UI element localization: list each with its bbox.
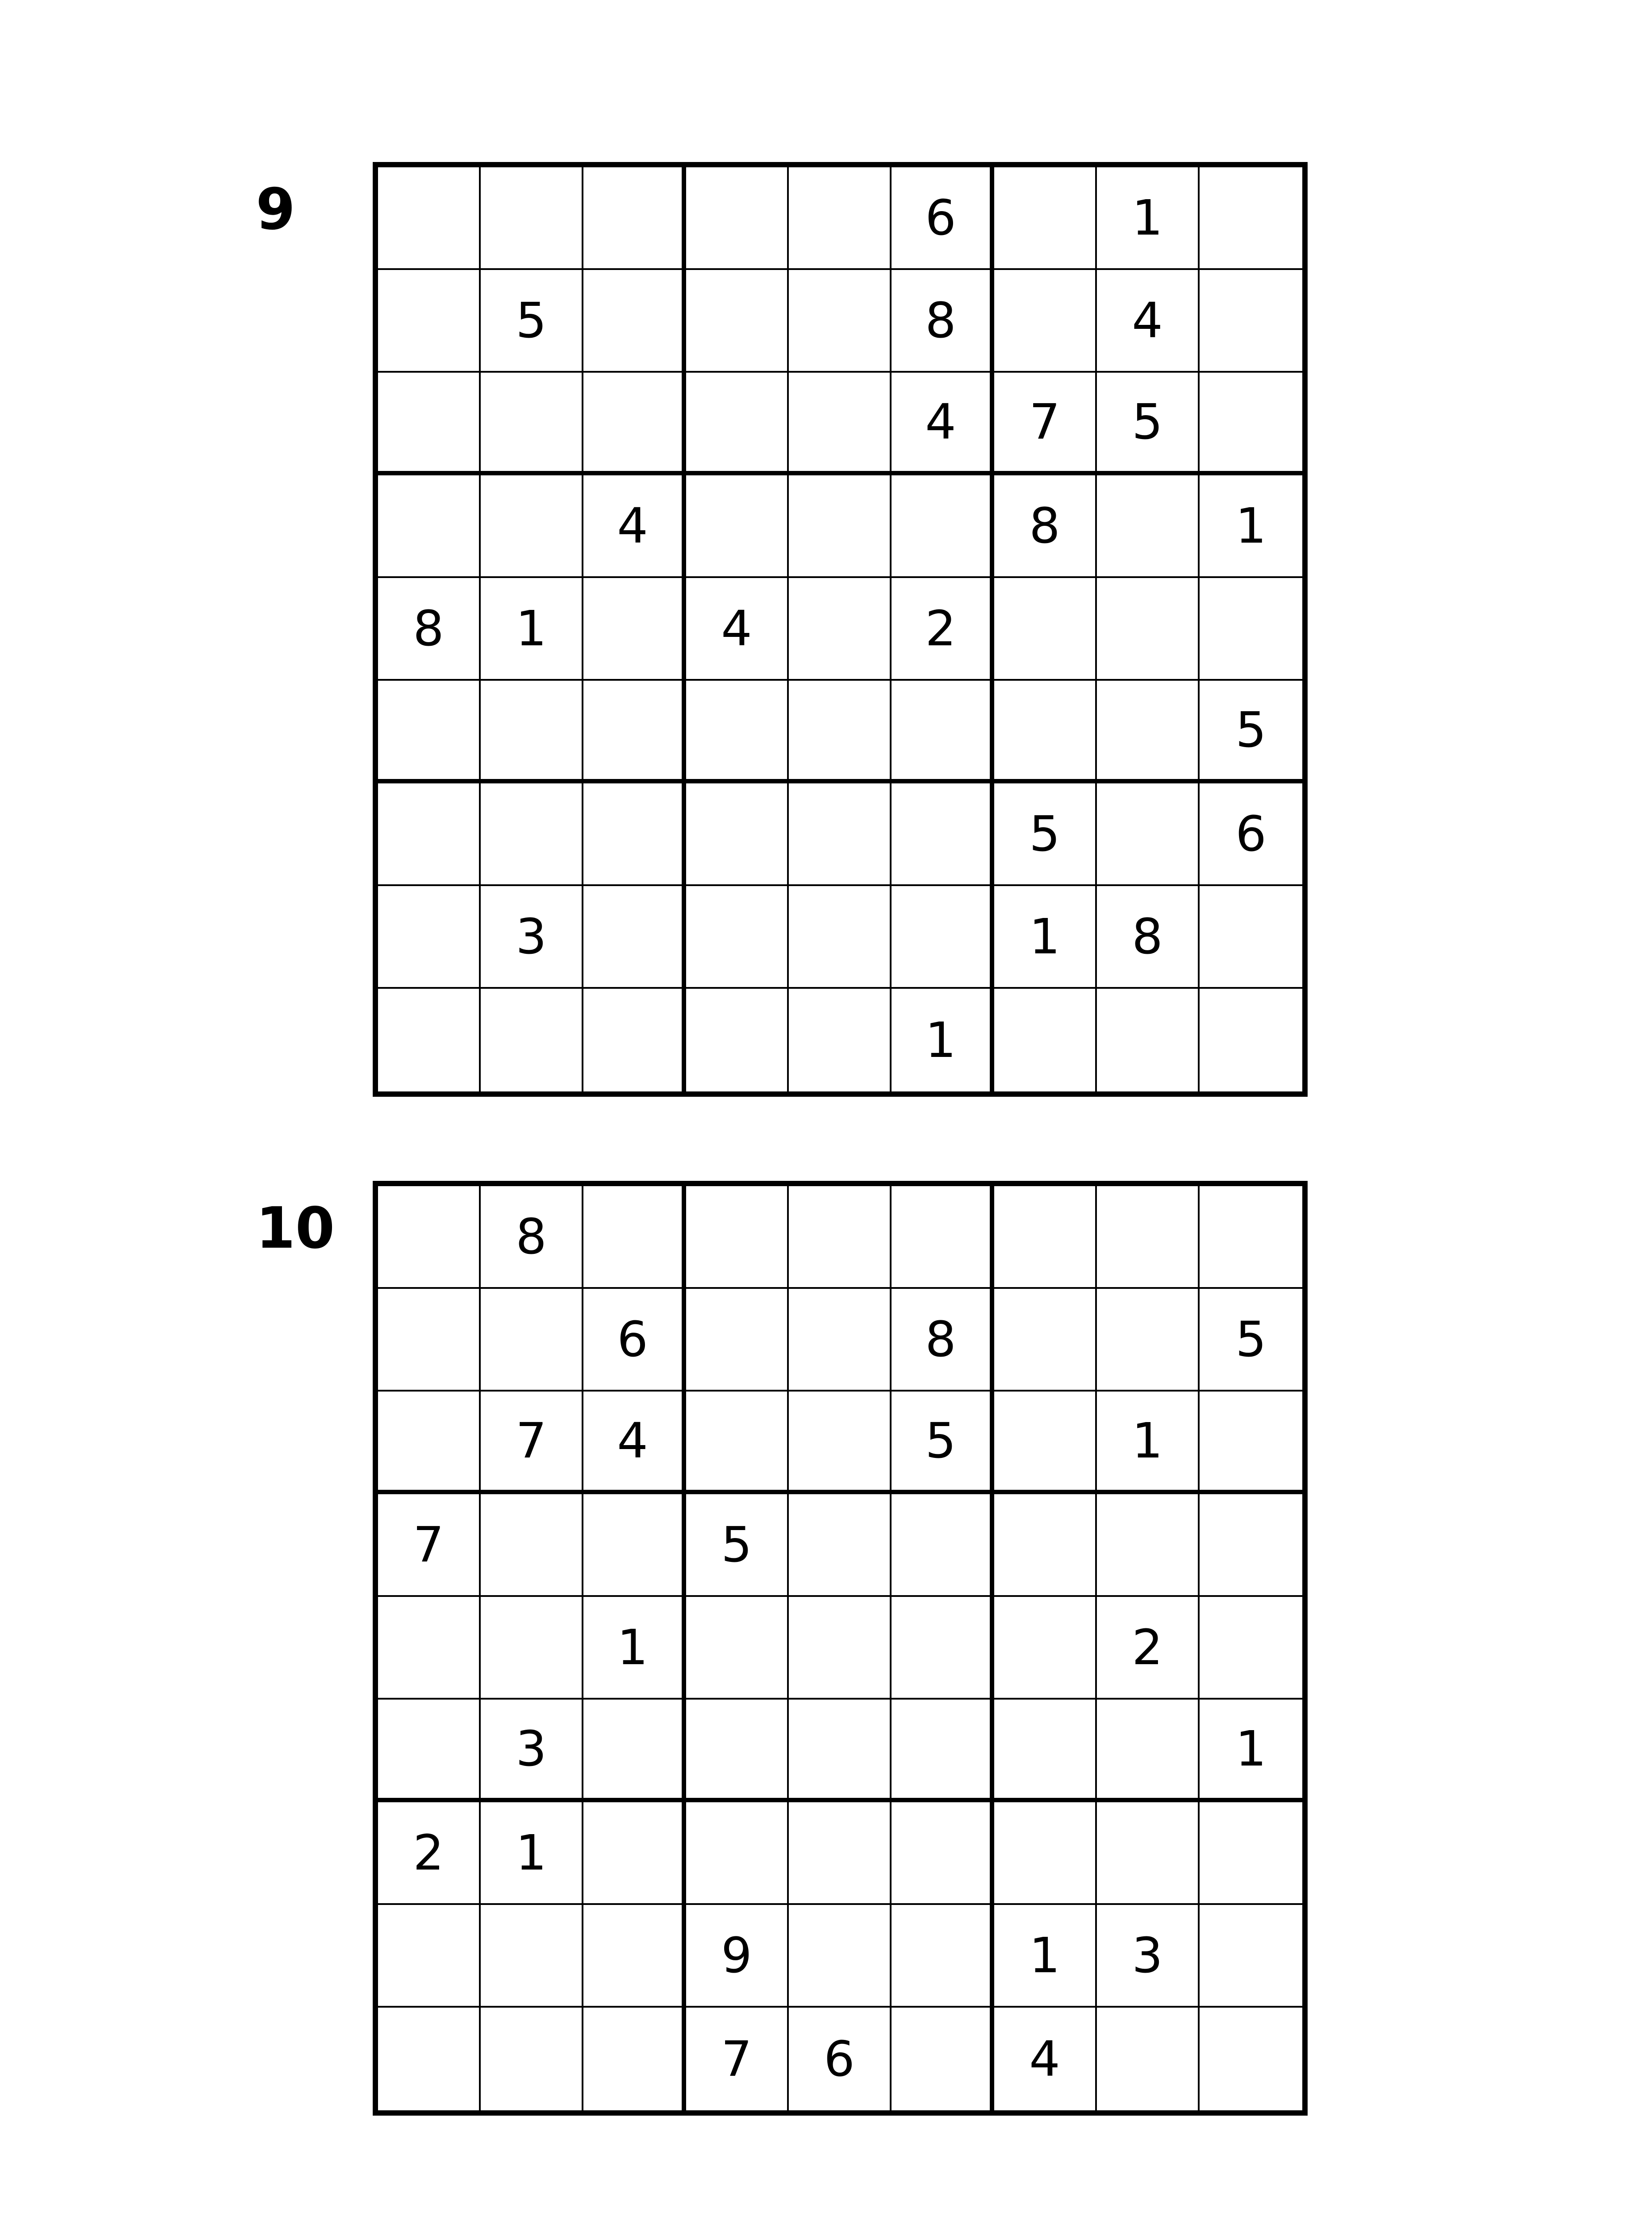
sudoku-cell[interactable] [481,373,583,475]
sudoku-cell[interactable] [481,1289,583,1392]
sudoku-cell[interactable] [892,1802,994,1905]
sudoku-cell[interactable] [789,1597,892,1700]
sudoku-cell[interactable] [892,1186,994,1289]
sudoku-cell[interactable] [994,1700,1097,1802]
sudoku-cell[interactable] [481,1494,583,1597]
sudoku-grid-10 [373,1181,1308,2116]
sudoku-cell[interactable] [1097,1700,1200,1802]
sudoku-cell[interactable] [378,1700,481,1802]
sudoku-cell[interactable]: 2 [1097,1597,1200,1700]
sudoku-cell[interactable] [1200,270,1302,373]
sudoku-cell[interactable] [1200,1494,1302,1597]
sudoku-cell[interactable]: 4 [994,2008,1097,2110]
sudoku-cell[interactable] [583,167,686,270]
sudoku-cell[interactable] [789,783,892,886]
sudoku-cell[interactable] [789,373,892,475]
sudoku-cell[interactable]: 1 [994,886,1097,989]
sudoku-cell[interactable] [686,1700,789,1802]
sudoku-cell[interactable] [994,989,1097,1091]
sudoku-cell[interactable] [481,681,583,783]
sudoku-cell[interactable]: 1 [481,1802,583,1905]
sudoku-cell[interactable] [583,1186,686,1289]
sudoku-cell[interactable]: 7 [378,1494,481,1597]
sudoku-cell[interactable]: 3 [481,1700,583,1802]
sudoku-cell[interactable] [378,270,481,373]
sudoku-cell[interactable] [1200,1186,1302,1289]
sudoku-cell[interactable]: 5 [994,783,1097,886]
sudoku-cell[interactable]: 4 [583,475,686,578]
sudoku-cell[interactable] [583,886,686,989]
sudoku-cell[interactable] [892,2008,994,2110]
sudoku-cell[interactable] [378,681,481,783]
sudoku-cell[interactable] [1200,578,1302,681]
sudoku-cell[interactable]: 6 [789,2008,892,2110]
sudoku-cell[interactable] [1097,578,1200,681]
sudoku-cell[interactable] [481,1905,583,2008]
sudoku-cell[interactable]: 1 [1097,1392,1200,1494]
sudoku-cell[interactable] [686,270,789,373]
sudoku-cell[interactable] [1097,783,1200,886]
sudoku-cell[interactable]: 4 [1097,270,1200,373]
sudoku-cell[interactable] [378,886,481,989]
sudoku-cell[interactable]: 9 [686,1905,789,2008]
sudoku-cell[interactable] [994,1802,1097,1905]
sudoku-cell[interactable] [583,989,686,1091]
sudoku-cell[interactable] [686,1597,789,1700]
sudoku-cell[interactable]: 1 [892,989,994,1091]
sudoku-cell[interactable] [686,1392,789,1494]
sudoku-cell[interactable] [378,783,481,886]
sudoku-cell[interactable] [1097,1802,1200,1905]
sudoku-cell[interactable] [1200,2008,1302,2110]
sudoku-cell[interactable] [481,783,583,886]
sudoku-cell[interactable] [994,1186,1097,1289]
sudoku-cell[interactable]: 5 [686,1494,789,1597]
sudoku-cell[interactable] [892,886,994,989]
sudoku-cell[interactable] [583,2008,686,2110]
sudoku-cell[interactable] [789,681,892,783]
sudoku-cell[interactable] [892,1494,994,1597]
sudoku-cell[interactable]: 8 [994,475,1097,578]
sudoku-cell[interactable] [1200,1392,1302,1494]
sudoku-cell[interactable]: 8 [378,578,481,681]
sudoku-cell[interactable] [892,1597,994,1700]
sudoku-cell[interactable] [481,167,583,270]
sudoku-cell[interactable] [994,1494,1097,1597]
sudoku-cell[interactable] [789,475,892,578]
sudoku-cell[interactable]: 5 [481,270,583,373]
sudoku-cell[interactable] [1097,681,1200,783]
sudoku-cell[interactable] [1097,2008,1200,2110]
sudoku-cell[interactable] [789,1289,892,1392]
sudoku-cell[interactable] [789,886,892,989]
sudoku-cell[interactable] [686,475,789,578]
sudoku-cell[interactable]: 4 [583,1392,686,1494]
sudoku-cell[interactable]: 8 [892,1289,994,1392]
sudoku-cell[interactable] [892,475,994,578]
sudoku-cell[interactable] [1097,1494,1200,1597]
sudoku-cell[interactable]: 2 [892,578,994,681]
puzzle-number-9: 9 [256,177,296,243]
sudoku-cell[interactable]: 8 [481,1186,583,1289]
sudoku-cell[interactable] [686,681,789,783]
sudoku-cell[interactable] [1200,1905,1302,2008]
sudoku-cell[interactable] [378,2008,481,2110]
sudoku-cell[interactable] [994,1392,1097,1494]
sudoku-cell[interactable] [789,1186,892,1289]
sudoku-cell[interactable] [789,270,892,373]
sudoku-cell[interactable]: 5 [892,1392,994,1494]
sudoku-cell[interactable] [789,1905,892,2008]
sudoku-cell[interactable] [686,1289,789,1392]
sudoku-cell[interactable]: 6 [1200,783,1302,886]
sudoku-cell[interactable] [1200,167,1302,270]
sudoku-cell[interactable] [994,167,1097,270]
sudoku-cell[interactable] [789,578,892,681]
puzzle-number-10: 10 [256,1195,335,1261]
sudoku-cell[interactable] [789,1700,892,1802]
sudoku-cell[interactable]: 5 [1200,681,1302,783]
sudoku-cell[interactable] [378,1289,481,1392]
sudoku-cell[interactable] [1097,1289,1200,1392]
sudoku-cell[interactable] [583,1905,686,2008]
sudoku-cell[interactable] [686,886,789,989]
sudoku-cell[interactable]: 5 [1200,1289,1302,1392]
sudoku-cell[interactable] [481,989,583,1091]
sudoku-cell[interactable] [686,1186,789,1289]
sudoku-cell[interactable]: 1 [481,578,583,681]
sudoku-cell[interactable] [378,373,481,475]
sudoku-cell[interactable]: 1 [1200,1700,1302,1802]
sudoku-cell[interactable] [686,167,789,270]
sudoku-cell[interactable] [1200,1597,1302,1700]
sudoku-cell[interactable]: 3 [481,886,583,989]
sudoku-cell[interactable] [583,783,686,886]
sudoku-cell[interactable] [789,1802,892,1905]
sudoku-cell[interactable] [583,373,686,475]
sudoku-cell[interactable] [583,578,686,681]
sudoku-cell[interactable] [892,1700,994,1802]
sudoku-cell[interactable]: 5 [1097,373,1200,475]
sudoku-cell[interactable] [686,783,789,886]
sudoku-cell[interactable] [789,1494,892,1597]
sudoku-cell[interactable]: 3 [1097,1905,1200,2008]
sudoku-cell[interactable]: 1 [583,1597,686,1700]
sudoku-cell[interactable] [1097,1186,1200,1289]
sudoku-cell[interactable] [994,1289,1097,1392]
sudoku-cell[interactable]: 1 [994,1905,1097,2008]
sudoku-cell[interactable] [892,783,994,886]
sudoku-cell[interactable]: 4 [686,578,789,681]
sudoku-cell[interactable] [789,989,892,1091]
sudoku-cell[interactable] [1097,475,1200,578]
sudoku-cell[interactable] [378,1186,481,1289]
sudoku-cell[interactable] [378,1905,481,2008]
sudoku-cell[interactable] [686,1802,789,1905]
sudoku-cell[interactable] [1200,1802,1302,1905]
sudoku-cell[interactable]: 7 [481,1392,583,1494]
sudoku-cell[interactable] [378,1597,481,1700]
sudoku-cell[interactable]: 6 [583,1289,686,1392]
sudoku-cell[interactable]: 4 [892,373,994,475]
sudoku-cell[interactable] [1200,373,1302,475]
sudoku-cell[interactable] [686,989,789,1091]
sudoku-cell[interactable] [481,475,583,578]
sudoku-cell[interactable] [481,1597,583,1700]
sudoku-cell[interactable] [583,1494,686,1597]
sudoku-cell[interactable] [378,167,481,270]
sudoku-cell[interactable]: 1 [1097,167,1200,270]
sudoku-cell[interactable] [378,1392,481,1494]
sudoku-cell[interactable] [892,1905,994,2008]
sudoku-cell[interactable] [1097,989,1200,1091]
sudoku-cell[interactable]: 6 [892,167,994,270]
sudoku-cell[interactable] [994,1597,1097,1700]
sudoku-cell[interactable] [1200,886,1302,989]
sudoku-cell[interactable] [378,475,481,578]
sudoku-cell[interactable] [583,681,686,783]
sudoku-cell[interactable]: 7 [686,2008,789,2110]
sudoku-cell[interactable] [686,373,789,475]
sudoku-cell[interactable]: 7 [994,373,1097,475]
sudoku-cell[interactable] [583,270,686,373]
sudoku-cell[interactable] [892,681,994,783]
sudoku-cell[interactable]: 8 [1097,886,1200,989]
sudoku-cell[interactable] [378,989,481,1091]
sudoku-cell[interactable]: 8 [892,270,994,373]
sudoku-cell[interactable]: 2 [378,1802,481,1905]
sudoku-cell[interactable] [994,578,1097,681]
sudoku-cell[interactable] [994,270,1097,373]
sudoku-cell[interactable] [481,2008,583,2110]
sudoku-cell[interactable] [583,1700,686,1802]
sudoku-cell[interactable] [1200,989,1302,1091]
sudoku-cell[interactable]: 1 [1200,475,1302,578]
sudoku-cell[interactable] [994,681,1097,783]
sudoku-grid-9 [373,162,1308,1097]
sudoku-cell[interactable] [789,167,892,270]
sudoku-cell[interactable] [583,1802,686,1905]
sudoku-cell[interactable] [789,1392,892,1494]
